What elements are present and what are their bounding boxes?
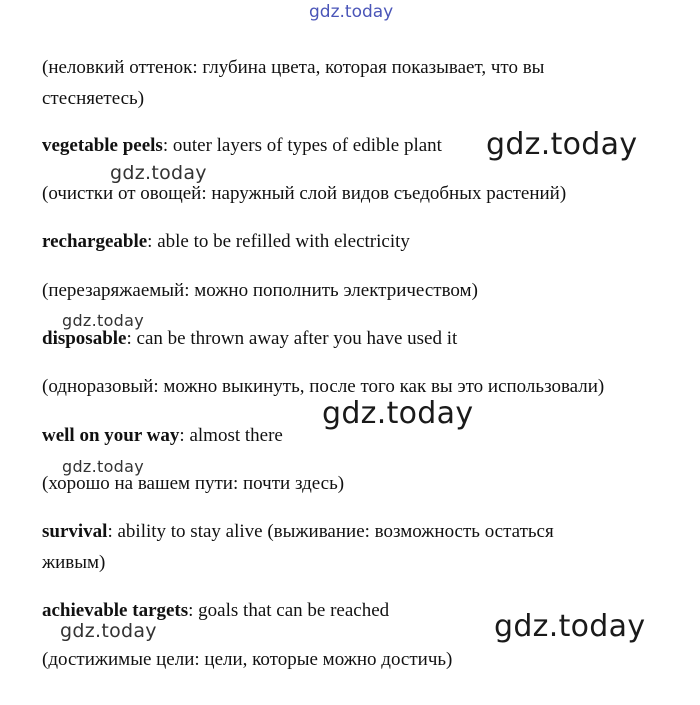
- definition: : able to be refilled with electricity: [147, 231, 410, 252]
- watermark-small: gdz.today: [110, 162, 207, 184]
- watermark-small: gdz.today: [60, 620, 157, 642]
- intro-line-2: стесняетесь): [42, 88, 145, 109]
- translation-survival: живым): [42, 552, 106, 573]
- definition: : goals that can be reached: [188, 600, 390, 621]
- translation-rechargeable: (перезаряжаемый: можно пополнить электричеством): [42, 280, 478, 301]
- watermark-small: gdz.today: [62, 457, 144, 476]
- watermark-big: gdz.today: [486, 127, 638, 162]
- translation-well-on-your-way: (хорошо на вашем пути: почти здесь): [42, 473, 345, 494]
- term: well on your way: [42, 425, 180, 446]
- entry-disposable: [42, 327, 457, 351]
- definition: : ability to stay alive (выживание: возможность остаться: [107, 521, 554, 542]
- translation-vegetable-peels: (очистки от овощей: наружный слой видов съедобных растений): [42, 183, 567, 204]
- entry-vegetable-peels: [42, 134, 442, 158]
- entry-well-on-your-way: [42, 424, 283, 448]
- watermark-big: gdz.today: [322, 396, 474, 431]
- header-watermark[interactable]: gdz.today: [309, 2, 394, 22]
- intro-line-1: (неловкий оттенок: глубина цвета, которая показывает, что вы: [42, 57, 545, 78]
- entry-rechargeable: [42, 230, 410, 254]
- term: survival: [42, 521, 108, 542]
- entry-survival: [42, 520, 656, 544]
- translation-achievable-targets: (достижимые цели: цели, которые можно достичь): [42, 649, 453, 670]
- term: disposable: [42, 328, 127, 349]
- term: rechargeable: [42, 231, 148, 252]
- watermark-small: gdz.today: [62, 311, 144, 330]
- translation-disposable: (одноразовый: можно выкинуть, после того как вы это использовали): [42, 376, 605, 397]
- watermark-big: gdz.today: [494, 609, 646, 644]
- definition: : outer layers of types of edible plant: [162, 135, 442, 156]
- term: vegetable peels: [42, 135, 163, 156]
- definition: : can be thrown away after you have used it: [126, 328, 458, 349]
- term: achievable targets: [42, 600, 189, 621]
- definition: : almost there: [179, 425, 283, 446]
